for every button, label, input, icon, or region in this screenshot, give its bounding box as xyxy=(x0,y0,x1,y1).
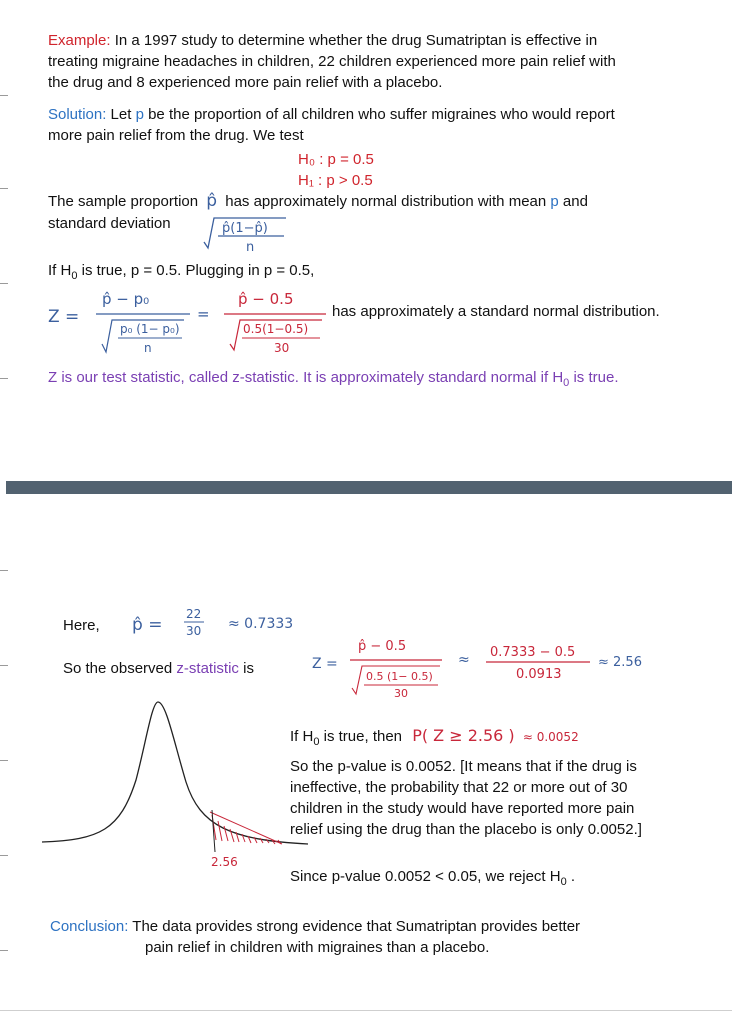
sample-text: has approximately normal distribution with mean xyxy=(225,193,547,210)
pvalue-paragraph xyxy=(290,756,710,840)
subscript: 0 xyxy=(313,736,320,748)
pvalue-line: relief using the drug than the placebo is only 0.0052.] xyxy=(290,821,642,838)
conclusion-text: The data provides strong evidence that Sumatriptan provides better xyxy=(132,918,581,935)
null-hypothesis: H₀ : p = 0.5 xyxy=(298,151,374,168)
observed-text: So the observed xyxy=(63,660,173,677)
example-label: Example: xyxy=(48,32,111,49)
normal-curve-sketch xyxy=(40,690,310,870)
phat-equals: p̂ = xyxy=(132,615,163,635)
phat-symbol: p̂ xyxy=(206,191,218,211)
mean-p: p xyxy=(550,193,559,210)
approx-sign: ≈ xyxy=(458,652,470,668)
conclusion-label: Conclusion: xyxy=(50,918,129,935)
obs-z-equals: Z = xyxy=(312,656,338,672)
std-dev-formula xyxy=(200,212,290,256)
sd-numerator: p̂(1−p̂) xyxy=(222,221,268,236)
z-statistic-text: Z is our test statistic, called z-statistic. It is approximately standard normal if H xyxy=(48,369,564,386)
subscript: 0 xyxy=(560,876,567,888)
standard-normal-text: has approximately a standard normal distribution. xyxy=(332,303,660,320)
z-numerator: p̂ − p₀ xyxy=(102,290,150,308)
z-equals: Z = xyxy=(48,307,80,327)
solution-text: Let xyxy=(110,106,132,123)
z-statistic-term: z-statistic xyxy=(176,660,239,677)
solution-text: be the proportion of all children who suffer migraines who would report xyxy=(148,106,615,123)
example-paragraph xyxy=(48,30,718,93)
margin-tick xyxy=(0,665,8,666)
alternative-hypothesis: H₁ : p > 0.5 xyxy=(298,172,373,189)
example-line: treating migraine headaches in children, 22 children experienced more pain relief with xyxy=(48,53,616,70)
z-formula xyxy=(44,286,334,362)
margin-tick xyxy=(0,950,8,951)
margin-tick xyxy=(0,95,8,96)
z-statistic-text: is true. xyxy=(573,369,619,386)
observed-text: is xyxy=(243,660,254,677)
pvalue-line: children in the study would have reported more pain xyxy=(290,800,635,817)
margin-tick xyxy=(0,570,8,571)
if-then-text: is true, then xyxy=(323,728,403,745)
obs-den-bottom: 30 xyxy=(394,687,408,700)
page-bottom-line xyxy=(0,1010,732,1011)
z-result: ≈ 2.56 xyxy=(598,655,642,670)
observed-line xyxy=(63,658,254,679)
pvalue-line: ineffective, the probability that 22 or more out of 30 xyxy=(290,779,628,796)
example-line: In a 1997 study to determine whether the drug Sumatriptan is effective in xyxy=(114,32,598,49)
equals-sign: = xyxy=(197,305,210,323)
fraction-denominator: 30 xyxy=(186,624,202,638)
subscript: 0 xyxy=(71,270,78,282)
solution-label: Solution: xyxy=(48,106,107,123)
example-line: the drug and 8 experienced more pain relief with a placebo. xyxy=(48,74,443,91)
probability-expression: P( Z ≥ 2.56 ) xyxy=(412,726,515,745)
shaded-tail xyxy=(210,812,282,844)
phat-value-formula xyxy=(130,604,320,644)
obs-den-top: 0.5 (1− 0.5) xyxy=(366,670,433,683)
reject-line xyxy=(290,866,575,889)
pvalue-line: So the p-value is 0.0052. [It means that if the drug is xyxy=(290,758,637,775)
solution-text: more pain relief from the drug. We test xyxy=(48,127,304,144)
z-den-top: p₀ (1− p₀) xyxy=(120,322,180,336)
sd-denominator: n xyxy=(246,240,255,255)
fraction-numerator: 22 xyxy=(186,607,202,621)
probability-value: ≈ 0.0052 xyxy=(522,730,579,744)
calc-denominator: 0.0913 xyxy=(516,667,562,682)
z-statistic-line xyxy=(48,367,618,390)
conclusion-text: pain relief in children with migraines than a placebo. xyxy=(145,939,490,956)
z2-den-bottom: 30 xyxy=(274,341,290,355)
curve-label: 2.56 xyxy=(211,855,238,869)
solution-paragraph xyxy=(48,104,718,146)
phat-approx: ≈ 0.7333 xyxy=(228,616,294,632)
if-h0-text: is true, p = 0.5. Plugging in p = 0.5, xyxy=(81,262,315,279)
parameter-p: p xyxy=(135,106,144,123)
z2-numerator: p̂ − 0.5 xyxy=(238,290,294,308)
if-then-text: If H xyxy=(290,728,314,745)
z-den-bottom: n xyxy=(144,341,152,355)
slide-divider xyxy=(6,481,732,494)
subscript: 0 xyxy=(563,377,570,389)
if-h0-line xyxy=(48,260,314,283)
sample-proportion-line xyxy=(48,191,588,212)
margin-tick xyxy=(0,760,8,761)
if-then-line xyxy=(290,725,579,749)
calc-numerator: 0.7333 − 0.5 xyxy=(490,645,576,660)
margin-tick xyxy=(0,283,8,284)
std-dev-label: standard deviation xyxy=(48,215,171,232)
if-h0-text: If H xyxy=(48,262,72,279)
reject-text: Since p-value 0.0052 < 0.05, we reject H xyxy=(290,868,561,885)
z2-den-top: 0.5(1−0.5) xyxy=(243,322,309,336)
margin-tick xyxy=(0,855,8,856)
here-label: Here, xyxy=(63,617,100,634)
margin-tick xyxy=(0,188,8,189)
sample-text: and xyxy=(562,193,588,210)
bell-curve xyxy=(42,702,308,844)
obs-numerator: p̂ − 0.5 xyxy=(358,639,407,654)
conclusion-paragraph xyxy=(50,916,710,958)
observed-z-formula xyxy=(310,634,670,708)
sample-text: The sample proportion xyxy=(48,193,199,210)
reject-text: . xyxy=(570,868,576,885)
margin-tick xyxy=(0,378,8,379)
